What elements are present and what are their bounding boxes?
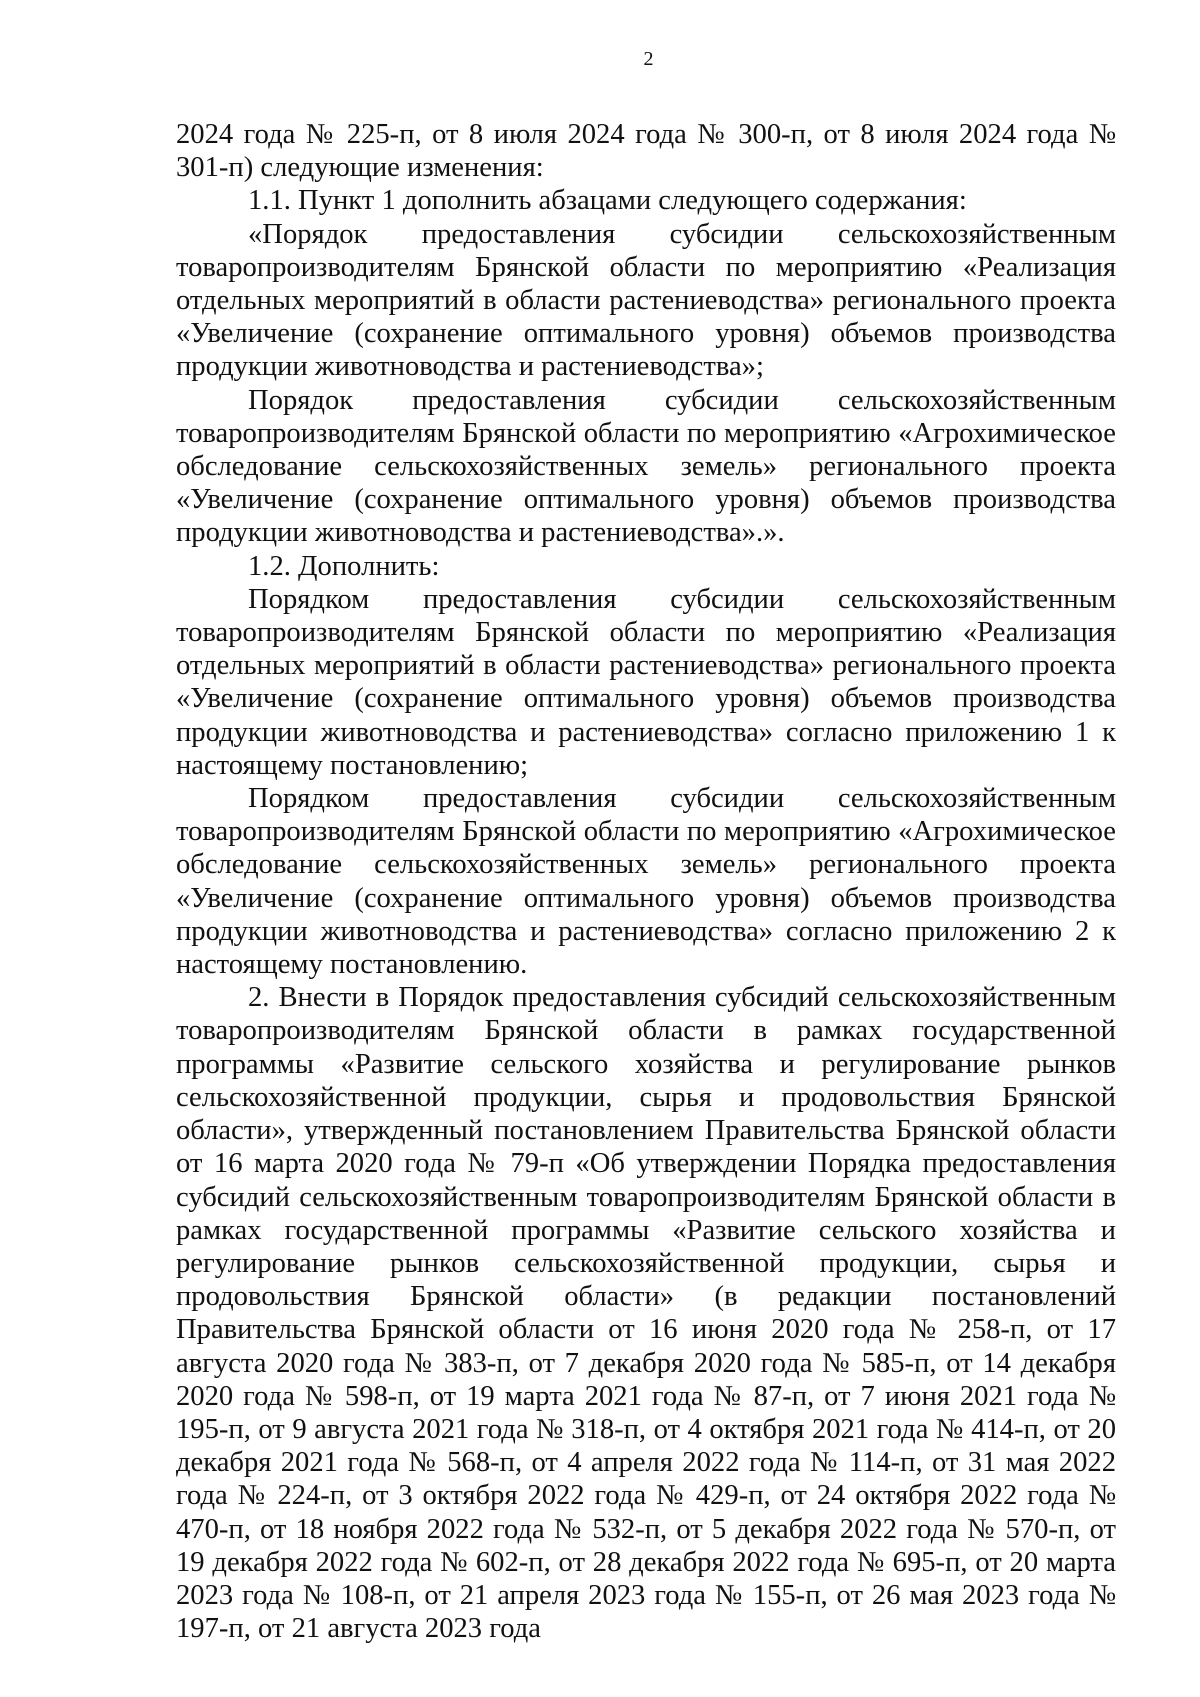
paragraph: 1.1. Пункт 1 дополнить абзацами следующего содержания:: [248, 185, 967, 217]
paragraph: 2024 года № 225-п, от 8 июля 2024 года № 300-п, от 8 июля 2024 года № 301-п) следующие изменения:: [176, 119, 1116, 184]
paragraph: Порядок предоставления субсидии сельскохозяйственным товаропроизводителям Брянской области по мероприятию «Агрохимическое обследование сельскохозяйственных земель» регионального проекта «Увеличение (сохранение оптимального уровня) объемов производства продукции животноводства и растениеводства».».: [176, 384, 1116, 549]
paragraph: Порядком предоставления субсидии сельскохозяйственным товаропроизводителям Брянской области по мероприятию «Реализация отдельных мероприятий в области растениеводства» регионального проекта «Увеличение (сохранение оптимального уровня) объемов производства продукции животноводства и растениеводства» согласно приложению 1 к настоящему постановлению;: [176, 583, 1116, 781]
paragraph: 2. Внести в Порядок предоставления субсидий сельскохозяйственным товаропроизводителям Брянской области в рамках государственной программы «Развитие сельского хозяйства и регулирование рынков сельскохозяйственной продукции, сырья и продовольствия Брянской области», утвержденный постановлением Правительства Брянской области от 16 марта 2020 года № 79-п «Об утверждении Порядка предоставления субсидий сельскохозяйственным товаропроизводителям Брянской области в рамках государственной программы «Развитие сельского хозяйства и регулирование рынков сельскохозяйственной продукции, сырья и продовольствия Брянской области» (в редакции постановлений Правительства Брянской области от 16 июня 2020 года № 258-п, от 17 августа 2020 года № 383-п, от 7 декабря 2020 года № 585-п, от 14 декабря 2020 года № 598-п, от 19 марта 2021 года № 87-п, от 7 июня 2021 года № 195-п, от 9 августа 2021 года № 318-п, от 4 октября 2021 года № 414-п, от 20 декабря 2021 года № 568-п, от 4 апреля 2022 года № 114-п, от 31 мая 2022 года № 224-п, от 3 октября 2022 года № 429-п, от 24 октября 2022 года № 470-п, от 18 ноября 2022 года № 532-п, от 5 декабря 2022 года № 570-п, от 19 декабря 2022 года № 602-п, от 28 декабря 2022 года № 695-п, от 20 марта 2023 года № 108-п, от 21 апреля 2023 года № 155-п, от 26 мая 2023 года № 197-п, от 21 августа 2023 года: [176, 982, 1116, 1645]
document-body: [176, 118, 1116, 1645]
paragraph: «Порядок предоставления субсидии сельскохозяйственным товаропроизводителям Брянской области по мероприятию «Реализация отдельных мероприятий в области растениеводства» регионального проекта «Увеличение (сохранение оптимального уровня) объемов производства продукции животноводства и растениеводства»;: [176, 218, 1116, 383]
paragraph: 1.2. Дополнить:: [248, 550, 440, 582]
page-number: 2: [643, 48, 654, 70]
paragraph: Порядком предоставления субсидии сельскохозяйственным товаропроизводителям Брянской области по мероприятию «Агрохимическое обследование сельскохозяйственных земель» регионального проекта «Увеличение (сохранение оптимального уровня) объемов производства продукции животноводства и растениеводства» согласно приложению 2 к настоящему постановлению.: [176, 783, 1116, 981]
